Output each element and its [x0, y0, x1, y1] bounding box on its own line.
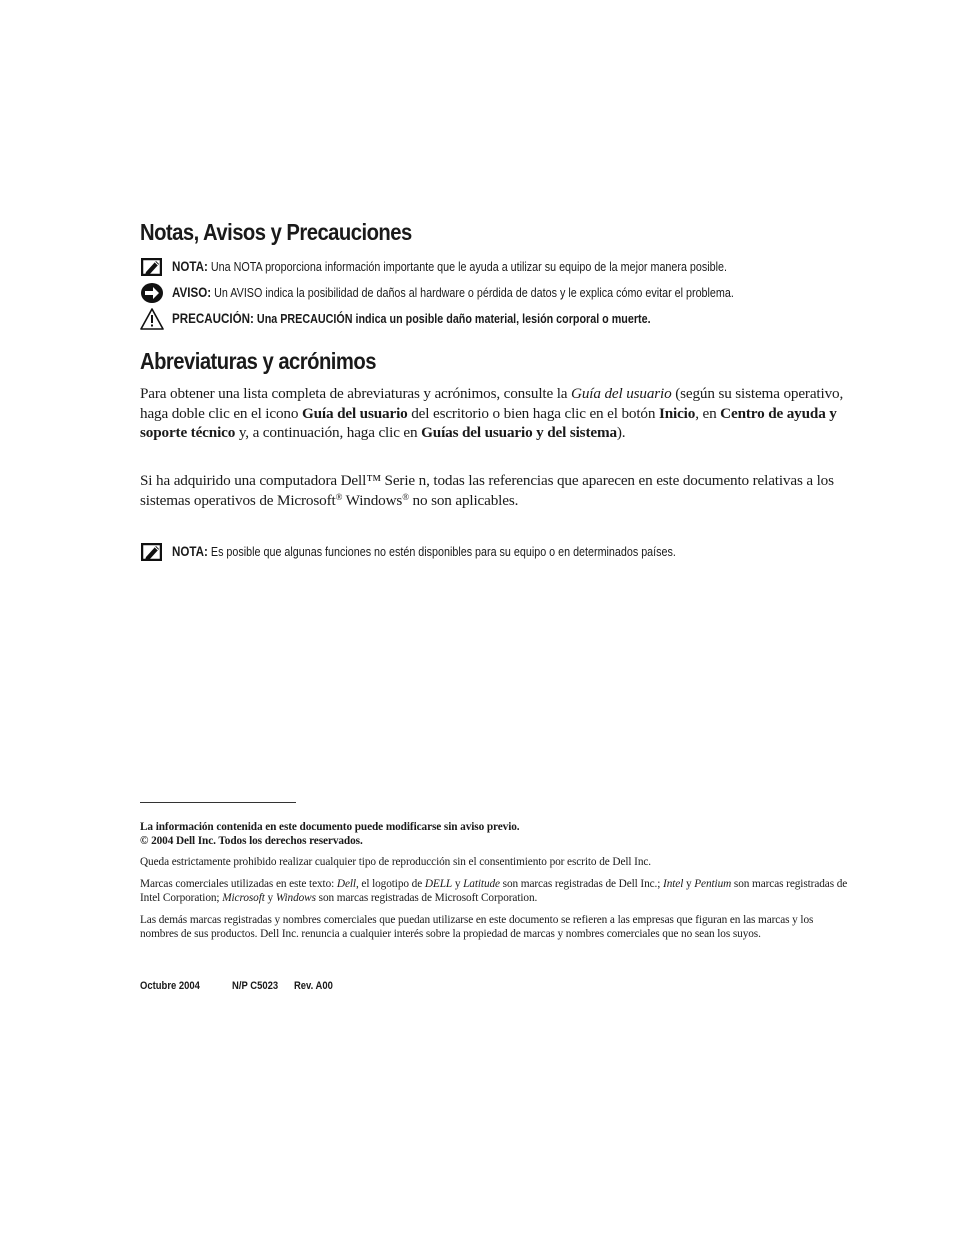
- pencil-note-icon: [140, 256, 164, 278]
- users-guide-italic: Guía del usuario: [571, 385, 672, 402]
- info-notice: La información contenida en este documento puede modificarse sin aviso previo.: [140, 821, 520, 833]
- notice-text: [172, 285, 734, 300]
- notices-heading: Notas, Avisos y Precauciones: [140, 219, 412, 245]
- copyright-line: © 2004 Dell Inc. Todos los derechos reservados.: [140, 835, 363, 847]
- tm-pentium: Pentium: [694, 878, 732, 890]
- paragraph1-text-4: , en: [695, 404, 721, 422]
- tm-windows: Windows: [275, 892, 316, 904]
- notice-body: Un AVISO indica la posibilidad de daños al hardware o pérdida de datos y le explica cómo evitar el problema.: [214, 286, 734, 300]
- note-text: [172, 259, 727, 274]
- tm-text-4: son marcas registradas de Dell Inc.;: [499, 878, 664, 890]
- tm-text-6: son marcas registradas de Intel Corporation;: [140, 878, 848, 904]
- tm-text-7: y: [264, 892, 276, 904]
- registered-mark: ®: [402, 491, 409, 502]
- revision: Rev. A00: [293, 980, 333, 992]
- caution-triangle-icon: [140, 308, 164, 330]
- tm-microsoft: Microsoft: [222, 892, 265, 904]
- publication-date: Octubre 2004: [140, 980, 200, 992]
- tm-text-1: Marcas comerciales utilizadas en este texto:: [140, 878, 337, 890]
- start-button-label: Inicio: [658, 404, 696, 422]
- caution-body: Una PRECAUCIÓN indica un posible daño material, lesión corporal o muerte.: [256, 312, 651, 326]
- tm-text-3: y: [452, 878, 464, 890]
- pencil-note-icon: [140, 541, 164, 563]
- paragraph2-text-3: no son aplicables.: [408, 491, 519, 509]
- footnote-divider: [140, 802, 296, 803]
- tm-dell: Dell: [336, 878, 356, 890]
- users-guide-icon-label: Guía del usuario: [301, 404, 408, 422]
- paragraph1-text-3: del escritorio o bien haga clic en el botón: [407, 404, 659, 422]
- abbreviations-heading: Abreviaturas y acrónimos: [140, 348, 376, 374]
- part-number: N/P C5023: [232, 980, 279, 992]
- note2-label: NOTA:: [172, 544, 208, 559]
- tm-dell-logo: DELL: [424, 878, 453, 890]
- note-row-2: [140, 541, 880, 567]
- tm-intel: Intel: [663, 878, 684, 890]
- system-guides-label: Guías del usuario y del sistema: [421, 424, 617, 441]
- tm-text-2: , el logotipo de: [355, 878, 425, 890]
- help-center-label: Centro de ayuda y soporte técnico: [140, 404, 837, 441]
- caution-label: PRECAUCIÓN:: [172, 311, 254, 326]
- tm-text-5: y: [683, 878, 695, 890]
- notice-row: [140, 282, 880, 308]
- n-series-paragraph: [140, 471, 850, 510]
- paragraph2-text-1: Si ha adquirido una computadora Dell™ Serie n, todas las referencias que aparecen en este documento relativas a los sistemas operativos de Microsoft: [140, 472, 834, 509]
- trademarks-paragraph: [140, 877, 850, 905]
- paragraph1-text-2: (según su sistema operativo, haga doble clic en el icono: [140, 385, 844, 422]
- paragraph1-text-5: y, a continuación, haga clic en: [235, 424, 422, 441]
- note-body: Una NOTA proporciona información importante que le ayuda a utilizar su equipo de la mejor manera posible.: [210, 260, 727, 274]
- other-trademarks-paragraph: Las demás marcas registradas y nombres comerciales que puedan utilizarse en este documento se refieren a las empresas que figuran en las marcas y los nombres de sus productos. Dell Inc. renuncia a cualquier interés sobre la propiedad de marcas y nombres comerciales que no sean los suyos.: [140, 914, 814, 940]
- note-row: [140, 256, 880, 282]
- paragraph1-text-1: Para obtener una lista completa de abreviaturas y acrónimos, consulte la: [140, 385, 572, 402]
- notice-label: AVISO:: [172, 285, 212, 300]
- caution-row: [140, 308, 880, 334]
- paragraph2-text-2: Windows: [342, 491, 403, 509]
- tm-latitude: Latitude: [463, 878, 500, 890]
- abbreviations-paragraph: [140, 384, 850, 443]
- note-label: NOTA:: [172, 259, 208, 274]
- paragraph1-text-6: ).: [616, 424, 626, 441]
- document-meta: [140, 980, 333, 992]
- note2-text: [172, 544, 676, 559]
- note2-body: Es posible que algunas funciones no estén disponibles para su equipo o en determinados países.: [210, 545, 676, 559]
- reproduction-notice: Queda estrictamente prohibido realizar cualquier tipo de reproducción sin el consentimiento por escrito de Dell Inc.: [140, 856, 652, 868]
- registered-mark: ®: [335, 491, 343, 502]
- tm-text-8: son marcas registradas de Microsoft Corporation.: [315, 892, 538, 904]
- caution-text: [172, 311, 651, 326]
- notice-arrow-icon: [140, 282, 164, 304]
